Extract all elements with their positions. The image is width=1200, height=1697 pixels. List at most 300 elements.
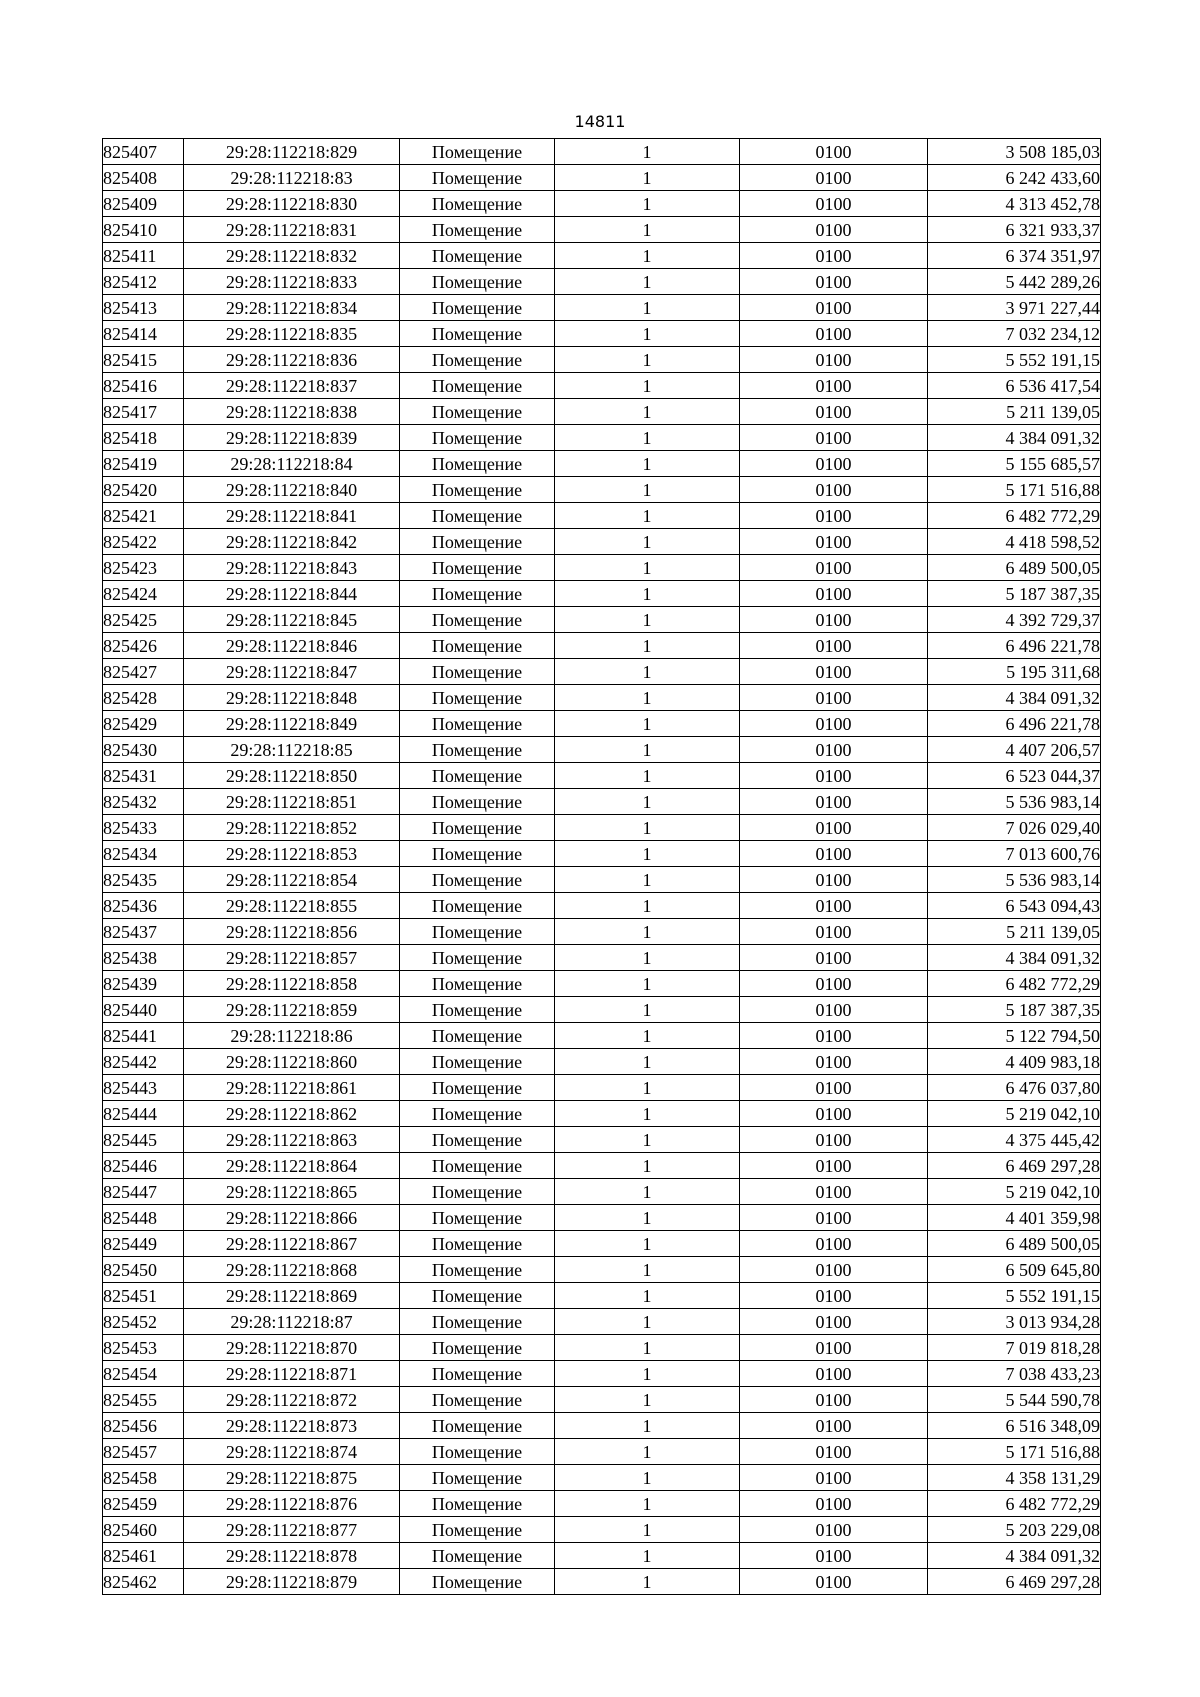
cadastral-number-cell: 29:28:112218:864	[184, 1153, 400, 1179]
record-number-cell: 825436	[103, 893, 184, 919]
quantity-cell: 1	[555, 789, 740, 815]
record-number-cell: 825452	[103, 1309, 184, 1335]
object-type-cell: Помещение	[400, 763, 555, 789]
quantity-cell: 1	[555, 373, 740, 399]
quantity-cell: 1	[555, 919, 740, 945]
code-cell: 0100	[740, 1335, 928, 1361]
record-number-cell: 825422	[103, 529, 184, 555]
cadastral-value-cell: 5 171 516,88	[928, 477, 1101, 503]
cadastral-value-cell: 4 384 091,32	[928, 425, 1101, 451]
table-row	[103, 373, 1101, 399]
quantity-cell: 1	[555, 1543, 740, 1569]
table-row	[103, 893, 1101, 919]
code-cell: 0100	[740, 555, 928, 581]
quantity-cell: 1	[555, 321, 740, 347]
object-type-cell: Помещение	[400, 191, 555, 217]
cadastral-value-cell: 5 203 229,08	[928, 1517, 1101, 1543]
object-type-cell: Помещение	[400, 477, 555, 503]
code-cell: 0100	[740, 1127, 928, 1153]
cadastral-value-cell: 6 321 933,37	[928, 217, 1101, 243]
quantity-cell: 1	[555, 139, 740, 165]
quantity-cell: 1	[555, 165, 740, 191]
object-type-cell: Помещение	[400, 867, 555, 893]
cadastral-number-cell: 29:28:112218:853	[184, 841, 400, 867]
cadastral-value-cell: 7 013 600,76	[928, 841, 1101, 867]
cadastral-number-cell: 29:28:112218:846	[184, 633, 400, 659]
record-number-cell: 825417	[103, 399, 184, 425]
quantity-cell: 1	[555, 711, 740, 737]
cadastral-value-cell: 4 375 445,42	[928, 1127, 1101, 1153]
code-cell: 0100	[740, 1075, 928, 1101]
cadastral-number-cell: 29:28:112218:859	[184, 997, 400, 1023]
code-cell: 0100	[740, 399, 928, 425]
record-number-cell: 825446	[103, 1153, 184, 1179]
table-row	[103, 763, 1101, 789]
cadastral-value-cell: 6 374 351,97	[928, 243, 1101, 269]
record-number-cell: 825437	[103, 919, 184, 945]
table-row	[103, 997, 1101, 1023]
record-number-cell: 825462	[103, 1569, 184, 1595]
cadastral-value-cell: 4 384 091,32	[928, 685, 1101, 711]
code-cell: 0100	[740, 243, 928, 269]
cadastral-number-cell: 29:28:112218:871	[184, 1361, 400, 1387]
cadastral-value-cell: 3 508 185,03	[928, 139, 1101, 165]
table-row	[103, 165, 1101, 191]
record-number-cell: 825456	[103, 1413, 184, 1439]
cadastral-value-cell: 6 482 772,29	[928, 503, 1101, 529]
cadastral-number-cell: 29:28:112218:86	[184, 1023, 400, 1049]
object-type-cell: Помещение	[400, 711, 555, 737]
cadastral-value-cell: 4 358 131,29	[928, 1465, 1101, 1491]
object-type-cell: Помещение	[400, 1465, 555, 1491]
cadastral-number-cell: 29:28:112218:855	[184, 893, 400, 919]
table-row	[103, 1023, 1101, 1049]
quantity-cell: 1	[555, 867, 740, 893]
object-type-cell: Помещение	[400, 165, 555, 191]
code-cell: 0100	[740, 191, 928, 217]
code-cell: 0100	[740, 763, 928, 789]
table-row	[103, 399, 1101, 425]
quantity-cell: 1	[555, 1127, 740, 1153]
object-type-cell: Помещение	[400, 451, 555, 477]
cadastral-number-cell: 29:28:112218:840	[184, 477, 400, 503]
record-number-cell: 825430	[103, 737, 184, 763]
cadastral-value-cell: 3 013 934,28	[928, 1309, 1101, 1335]
table-row	[103, 1335, 1101, 1361]
quantity-cell: 1	[555, 685, 740, 711]
code-cell: 0100	[740, 1231, 928, 1257]
record-number-cell: 825450	[103, 1257, 184, 1283]
code-cell: 0100	[740, 581, 928, 607]
object-type-cell: Помещение	[400, 555, 555, 581]
cadastral-number-cell: 29:28:112218:833	[184, 269, 400, 295]
code-cell: 0100	[740, 685, 928, 711]
code-cell: 0100	[740, 815, 928, 841]
quantity-cell: 1	[555, 451, 740, 477]
table-row	[103, 1257, 1101, 1283]
quantity-cell: 1	[555, 191, 740, 217]
table-row	[103, 269, 1101, 295]
object-type-cell: Помещение	[400, 217, 555, 243]
cadastral-value-cell: 5 195 311,68	[928, 659, 1101, 685]
object-type-cell: Помещение	[400, 347, 555, 373]
record-number-cell: 825459	[103, 1491, 184, 1517]
cadastral-value-cell: 5 544 590,78	[928, 1387, 1101, 1413]
cadastral-value-cell: 6 516 348,09	[928, 1413, 1101, 1439]
table-row	[103, 919, 1101, 945]
code-cell: 0100	[740, 659, 928, 685]
record-number-cell: 825457	[103, 1439, 184, 1465]
quantity-cell: 1	[555, 945, 740, 971]
quantity-cell: 1	[555, 425, 740, 451]
record-number-cell: 825424	[103, 581, 184, 607]
quantity-cell: 1	[555, 399, 740, 425]
cadastral-number-cell: 29:28:112218:860	[184, 1049, 400, 1075]
table-row	[103, 1127, 1101, 1153]
cadastral-number-cell: 29:28:112218:843	[184, 555, 400, 581]
cadastral-number-cell: 29:28:112218:839	[184, 425, 400, 451]
cadastral-number-cell: 29:28:112218:866	[184, 1205, 400, 1231]
quantity-cell: 1	[555, 529, 740, 555]
record-number-cell: 825461	[103, 1543, 184, 1569]
cadastral-number-cell: 29:28:112218:835	[184, 321, 400, 347]
record-number-cell: 825426	[103, 633, 184, 659]
quantity-cell: 1	[555, 1439, 740, 1465]
code-cell: 0100	[740, 867, 928, 893]
table-row	[103, 555, 1101, 581]
code-cell: 0100	[740, 789, 928, 815]
table-row	[103, 633, 1101, 659]
cadastral-value-cell: 5 187 387,35	[928, 581, 1101, 607]
object-type-cell: Помещение	[400, 425, 555, 451]
object-type-cell: Помещение	[400, 1023, 555, 1049]
record-number-cell: 825443	[103, 1075, 184, 1101]
table-row	[103, 1543, 1101, 1569]
record-number-cell: 825428	[103, 685, 184, 711]
cadastral-number-cell: 29:28:112218:863	[184, 1127, 400, 1153]
quantity-cell: 1	[555, 269, 740, 295]
table-row	[103, 451, 1101, 477]
object-type-cell: Помещение	[400, 529, 555, 555]
cadastral-value-cell: 4 407 206,57	[928, 737, 1101, 763]
cadastral-number-cell: 29:28:112218:830	[184, 191, 400, 217]
quantity-cell: 1	[555, 1361, 740, 1387]
cadastral-value-cell: 4 401 359,98	[928, 1205, 1101, 1231]
cadastral-number-cell: 29:28:112218:857	[184, 945, 400, 971]
cadastral-value-cell: 5 171 516,88	[928, 1439, 1101, 1465]
quantity-cell: 1	[555, 659, 740, 685]
quantity-cell: 1	[555, 555, 740, 581]
table-row	[103, 1387, 1101, 1413]
cadastral-number-cell: 29:28:112218:831	[184, 217, 400, 243]
cadastral-value-cell: 5 536 983,14	[928, 867, 1101, 893]
registry-table-body	[103, 139, 1101, 1595]
cadastral-value-cell: 5 552 191,15	[928, 1283, 1101, 1309]
record-number-cell: 825414	[103, 321, 184, 347]
table-row	[103, 1439, 1101, 1465]
quantity-cell: 1	[555, 971, 740, 997]
cadastral-value-cell: 6 523 044,37	[928, 763, 1101, 789]
quantity-cell: 1	[555, 1049, 740, 1075]
cadastral-number-cell: 29:28:112218:848	[184, 685, 400, 711]
code-cell: 0100	[740, 1491, 928, 1517]
object-type-cell: Помещение	[400, 1335, 555, 1361]
code-cell: 0100	[740, 711, 928, 737]
record-number-cell: 825455	[103, 1387, 184, 1413]
code-cell: 0100	[740, 529, 928, 555]
object-type-cell: Помещение	[400, 399, 555, 425]
cadastral-value-cell: 6 509 645,80	[928, 1257, 1101, 1283]
record-number-cell: 825448	[103, 1205, 184, 1231]
object-type-cell: Помещение	[400, 1231, 555, 1257]
code-cell: 0100	[740, 1543, 928, 1569]
table-row	[103, 685, 1101, 711]
record-number-cell: 825435	[103, 867, 184, 893]
table-row	[103, 971, 1101, 997]
cadastral-number-cell: 29:28:112218:854	[184, 867, 400, 893]
object-type-cell: Помещение	[400, 1257, 555, 1283]
object-type-cell: Помещение	[400, 1153, 555, 1179]
code-cell: 0100	[740, 321, 928, 347]
object-type-cell: Помещение	[400, 1309, 555, 1335]
code-cell: 0100	[740, 971, 928, 997]
object-type-cell: Помещение	[400, 1439, 555, 1465]
cadastral-value-cell: 7 026 029,40	[928, 815, 1101, 841]
cadastral-value-cell: 4 313 452,78	[928, 191, 1101, 217]
cadastral-number-cell: 29:28:112218:875	[184, 1465, 400, 1491]
code-cell: 0100	[740, 1283, 928, 1309]
table-row	[103, 1361, 1101, 1387]
object-type-cell: Помещение	[400, 737, 555, 763]
quantity-cell: 1	[555, 1205, 740, 1231]
table-row	[103, 1205, 1101, 1231]
code-cell: 0100	[740, 1517, 928, 1543]
record-number-cell: 825427	[103, 659, 184, 685]
quantity-cell: 1	[555, 1101, 740, 1127]
page-number: 14811	[574, 112, 626, 131]
cadastral-number-cell: 29:28:112218:851	[184, 789, 400, 815]
table-row	[103, 503, 1101, 529]
code-cell: 0100	[740, 1439, 928, 1465]
record-number-cell: 825418	[103, 425, 184, 451]
quantity-cell: 1	[555, 581, 740, 607]
code-cell: 0100	[740, 1153, 928, 1179]
cadastral-number-cell: 29:28:112218:85	[184, 737, 400, 763]
cadastral-number-cell: 29:28:112218:837	[184, 373, 400, 399]
cadastral-value-cell: 6 496 221,78	[928, 711, 1101, 737]
code-cell: 0100	[740, 1049, 928, 1075]
quantity-cell: 1	[555, 1569, 740, 1595]
cadastral-number-cell: 29:28:112218:87	[184, 1309, 400, 1335]
table-row	[103, 737, 1101, 763]
quantity-cell: 1	[555, 1413, 740, 1439]
record-number-cell: 825447	[103, 1179, 184, 1205]
quantity-cell: 1	[555, 815, 740, 841]
record-number-cell: 825433	[103, 815, 184, 841]
record-number-cell: 825415	[103, 347, 184, 373]
code-cell: 0100	[740, 1257, 928, 1283]
record-number-cell: 825434	[103, 841, 184, 867]
code-cell: 0100	[740, 217, 928, 243]
quantity-cell: 1	[555, 633, 740, 659]
table-row	[103, 659, 1101, 685]
quantity-cell: 1	[555, 243, 740, 269]
quantity-cell: 1	[555, 1517, 740, 1543]
table-row	[103, 321, 1101, 347]
quantity-cell: 1	[555, 1231, 740, 1257]
cadastral-number-cell: 29:28:112218:838	[184, 399, 400, 425]
object-type-cell: Помещение	[400, 1361, 555, 1387]
cadastral-number-cell: 29:28:112218:83	[184, 165, 400, 191]
cadastral-value-cell: 5 219 042,10	[928, 1179, 1101, 1205]
table-row	[103, 243, 1101, 269]
record-number-cell: 825449	[103, 1231, 184, 1257]
object-type-cell: Помещение	[400, 607, 555, 633]
cadastral-value-cell: 7 019 818,28	[928, 1335, 1101, 1361]
cadastral-value-cell: 5 211 139,05	[928, 399, 1101, 425]
cadastral-value-cell: 6 476 037,80	[928, 1075, 1101, 1101]
table-row	[103, 815, 1101, 841]
cadastral-value-cell: 6 469 297,28	[928, 1153, 1101, 1179]
table-row	[103, 841, 1101, 867]
record-number-cell: 825441	[103, 1023, 184, 1049]
table-row	[103, 1153, 1101, 1179]
table-row	[103, 945, 1101, 971]
object-type-cell: Помещение	[400, 581, 555, 607]
object-type-cell: Помещение	[400, 1517, 555, 1543]
code-cell: 0100	[740, 1179, 928, 1205]
quantity-cell: 1	[555, 1387, 740, 1413]
record-number-cell: 825439	[103, 971, 184, 997]
cadastral-value-cell: 5 552 191,15	[928, 347, 1101, 373]
cadastral-value-cell: 6 489 500,05	[928, 1231, 1101, 1257]
quantity-cell: 1	[555, 737, 740, 763]
quantity-cell: 1	[555, 1075, 740, 1101]
cadastral-number-cell: 29:28:112218:861	[184, 1075, 400, 1101]
code-cell: 0100	[740, 1023, 928, 1049]
table-row	[103, 1283, 1101, 1309]
cadastral-number-cell: 29:28:112218:877	[184, 1517, 400, 1543]
object-type-cell: Помещение	[400, 893, 555, 919]
object-type-cell: Помещение	[400, 139, 555, 165]
cadastral-number-cell: 29:28:112218:836	[184, 347, 400, 373]
object-type-cell: Помещение	[400, 1283, 555, 1309]
object-type-cell: Помещение	[400, 503, 555, 529]
table-row	[103, 1101, 1101, 1127]
cadastral-number-cell: 29:28:112218:847	[184, 659, 400, 685]
cadastral-number-cell: 29:28:112218:852	[184, 815, 400, 841]
record-number-cell: 825440	[103, 997, 184, 1023]
table-row	[103, 1075, 1101, 1101]
table-row	[103, 1569, 1101, 1595]
table-row	[103, 1413, 1101, 1439]
cadastral-number-cell: 29:28:112218:862	[184, 1101, 400, 1127]
quantity-cell: 1	[555, 1465, 740, 1491]
cadastral-value-cell: 5 122 794,50	[928, 1023, 1101, 1049]
code-cell: 0100	[740, 139, 928, 165]
record-number-cell: 825409	[103, 191, 184, 217]
cadastral-value-cell: 7 032 234,12	[928, 321, 1101, 347]
cadastral-value-cell: 5 536 983,14	[928, 789, 1101, 815]
object-type-cell: Помещение	[400, 1413, 555, 1439]
record-number-cell: 825419	[103, 451, 184, 477]
object-type-cell: Помещение	[400, 789, 555, 815]
record-number-cell: 825453	[103, 1335, 184, 1361]
table-row	[103, 1517, 1101, 1543]
cadastral-number-cell: 29:28:112218:869	[184, 1283, 400, 1309]
object-type-cell: Помещение	[400, 1049, 555, 1075]
code-cell: 0100	[740, 997, 928, 1023]
cadastral-value-cell: 4 409 983,18	[928, 1049, 1101, 1075]
object-type-cell: Помещение	[400, 1127, 555, 1153]
cadastral-number-cell: 29:28:112218:874	[184, 1439, 400, 1465]
object-type-cell: Помещение	[400, 997, 555, 1023]
table-row	[103, 607, 1101, 633]
object-type-cell: Помещение	[400, 1491, 555, 1517]
cadastral-value-cell: 6 482 772,29	[928, 971, 1101, 997]
cadastral-value-cell: 7 038 433,23	[928, 1361, 1101, 1387]
table-row	[103, 1231, 1101, 1257]
record-number-cell: 825460	[103, 1517, 184, 1543]
quantity-cell: 1	[555, 997, 740, 1023]
cadastral-value-cell: 3 971 227,44	[928, 295, 1101, 321]
table-row	[103, 529, 1101, 555]
quantity-cell: 1	[555, 295, 740, 321]
object-type-cell: Помещение	[400, 659, 555, 685]
cadastral-number-cell: 29:28:112218:878	[184, 1543, 400, 1569]
code-cell: 0100	[740, 919, 928, 945]
record-number-cell: 825420	[103, 477, 184, 503]
record-number-cell: 825454	[103, 1361, 184, 1387]
object-type-cell: Помещение	[400, 321, 555, 347]
table-row	[103, 1465, 1101, 1491]
code-cell: 0100	[740, 1413, 928, 1439]
object-type-cell: Помещение	[400, 945, 555, 971]
table-row	[103, 1179, 1101, 1205]
code-cell: 0100	[740, 1101, 928, 1127]
code-cell: 0100	[740, 737, 928, 763]
code-cell: 0100	[740, 1569, 928, 1595]
record-number-cell: 825438	[103, 945, 184, 971]
record-number-cell: 825408	[103, 165, 184, 191]
object-type-cell: Помещение	[400, 373, 555, 399]
cadastral-number-cell: 29:28:112218:873	[184, 1413, 400, 1439]
cadastral-value-cell: 5 155 685,57	[928, 451, 1101, 477]
quantity-cell: 1	[555, 1023, 740, 1049]
quantity-cell: 1	[555, 1257, 740, 1283]
object-type-cell: Помещение	[400, 295, 555, 321]
code-cell: 0100	[740, 373, 928, 399]
table-row	[103, 1049, 1101, 1075]
table-row	[103, 581, 1101, 607]
object-type-cell: Помещение	[400, 1543, 555, 1569]
table-row	[103, 217, 1101, 243]
quantity-cell: 1	[555, 477, 740, 503]
record-number-cell: 825412	[103, 269, 184, 295]
cadastral-value-cell: 5 211 139,05	[928, 919, 1101, 945]
table-row	[103, 477, 1101, 503]
cadastral-number-cell: 29:28:112218:845	[184, 607, 400, 633]
record-number-cell: 825445	[103, 1127, 184, 1153]
quantity-cell: 1	[555, 1491, 740, 1517]
record-number-cell: 825458	[103, 1465, 184, 1491]
code-cell: 0100	[740, 165, 928, 191]
object-type-cell: Помещение	[400, 269, 555, 295]
object-type-cell: Помещение	[400, 1205, 555, 1231]
cadastral-number-cell: 29:28:112218:829	[184, 139, 400, 165]
cadastral-number-cell: 29:28:112218:879	[184, 1569, 400, 1595]
record-number-cell: 825429	[103, 711, 184, 737]
